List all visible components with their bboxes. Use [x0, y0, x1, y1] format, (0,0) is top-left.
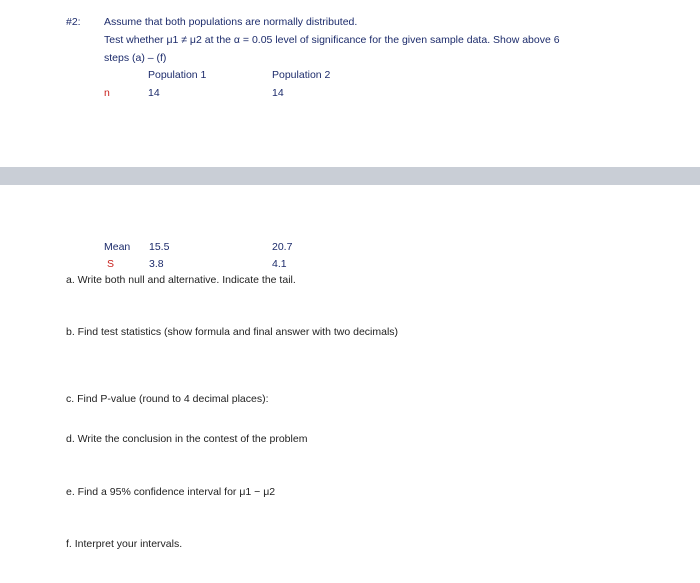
- problem-number: #2:: [66, 16, 81, 28]
- row-n-pop1: 14: [148, 87, 160, 99]
- row-label-n: n: [104, 87, 110, 99]
- row-s-pop1: 3.8: [149, 258, 164, 270]
- question-d: d. Write the conclusion in the contest of the problem: [66, 433, 308, 445]
- question-b: b. Find test statistics (show formula and final answer with two decimals): [66, 326, 399, 338]
- page-divider: [0, 167, 700, 185]
- question-a: a. Write both null and alternative. Indicate the tail.: [66, 274, 296, 286]
- question-c: c. Find P-value (round to 4 decimal places):: [66, 393, 269, 405]
- question-e: e. Find a 95% confidence interval for μ1 − μ2: [66, 486, 276, 498]
- problem-line-1: Assume that both populations are normally distributed.: [104, 16, 358, 28]
- row-mean-pop2: 20.7: [272, 241, 293, 253]
- row-label-s: S: [107, 258, 115, 270]
- row-s-pop2: 4.1: [272, 258, 287, 270]
- row-n-pop2: 14: [272, 87, 284, 99]
- problem-line-3: steps (a) – (f): [104, 52, 167, 64]
- col2-header: Population 2: [272, 69, 331, 81]
- problem-line-2: Test whether μ1 ≠ μ2 at the α = 0.05 level of significance for the given sample data. Show above 6: [104, 34, 560, 46]
- question-f: f. Interpret your intervals.: [66, 538, 183, 550]
- row-mean-pop1: 15.5: [149, 241, 170, 253]
- row-label-mean: Mean: [104, 241, 131, 253]
- col1-header: Population 1: [148, 69, 207, 81]
